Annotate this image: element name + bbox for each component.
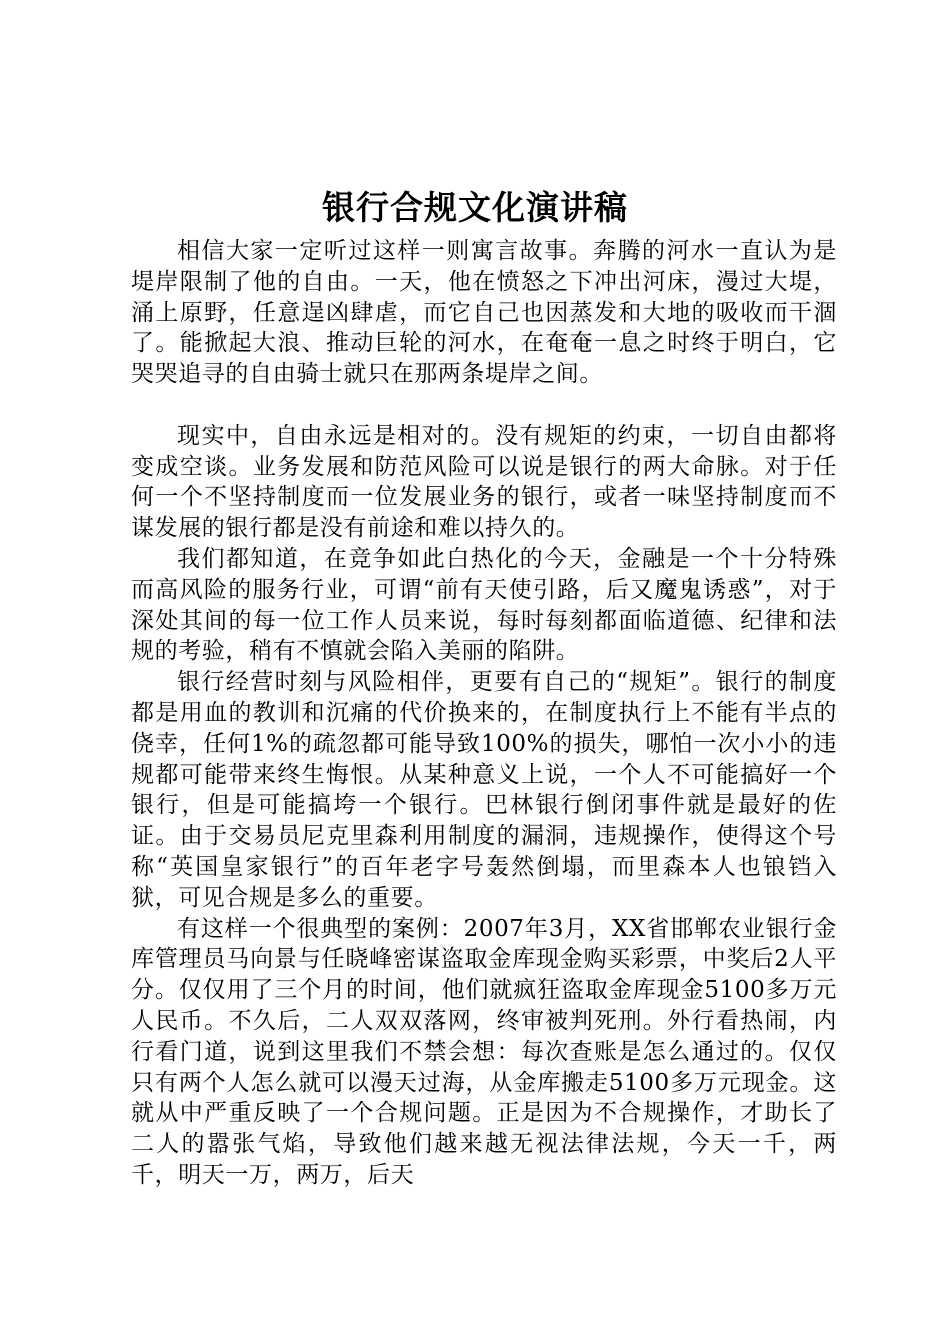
paragraph-5: 有这样一个很典型的案例：2007年3月，XX省邯郸农业银行金库管理员马向景与任晓峰密谋盗取金库现金购买彩票，中奖后2人平分。仅仅用了三个月的时间，他们就疯狂盗取金库现金5100多万元人民币。不久后，二人双双落网，终审被判死刑。外行看热闹，内行看门道，说到这里我们不禁会想：每次查账是怎么通过的。仅仅只有两个人怎么就可以漫天过海，从金库搬走5100多万元现金。这就从中严重反映了一个合规问题。正是因为不合规操作，才助长了二人的嚣张气焰，导致他们越来越无视法律法规，今天一千，两千，明天一万，两万，后天 — [131, 915, 837, 1188]
paragraph-2: 现实中，自由永远是相对的。没有规矩的约束，一切自由都将变成空谈。业务发展和防范风险可以说是银行的两大命脉。对于任何一个不坚持制度而一位发展业务的银行，或者一味坚持制度而不谋发展的银行都是没有前途和难以持久的。 — [131, 422, 837, 542]
paragraph-4: 银行经营时刻与风险相伴，更要有自己的“规矩”。银行的制度都是用血的教训和沉痛的代价换来的，在制度执行上不能有半点的侥幸，任何1%的疏忽都可能导致100%的损失，哪怕一次小小的违规都可能带来终生悔恨。从某种意义上说，一个人不可能搞好一个银行，但是可能搞垮一个银行。巴林银行倒闭事件就是最好的佐证。由于交易员尼克里森利用制度的漏洞，违规操作，使得这个号称“英国皇家银行”的百年老字号轰然倒塌，而里森本人也锒铛入狱，可见合规是多么的重要。 — [131, 669, 837, 911]
document-title: 银行合规文化演讲稿 — [322, 188, 628, 227]
document-body — [131, 236, 837, 1191]
paragraph-1: 相信大家一定听过这样一则寓言故事。奔腾的河水一直认为是堤岸限制了他的自由。一天，他在愤怒之下冲出河床，漫过大堤，涌上原野，任意逞凶肆虐，而它自己也因蒸发和大地的吸收而干涸了。能掀起大浪、推动巨轮的河水，在奄奄一息之时终于明白，它哭哭追寻的自由骑士就只在那两条堤岸之间。 — [131, 238, 837, 388]
paragraph-3: 我们都知道，在竞争如此白热化的今天，金融是一个十分特殊而高风险的服务行业，可谓“前有天使引路，后又魔鬼诱惑”，对于深处其间的每一位工作人员来说，每时每刻都面临道德、纪律和法规的考验，稍有不慎就会陷入美丽的陷阱。 — [131, 545, 837, 665]
